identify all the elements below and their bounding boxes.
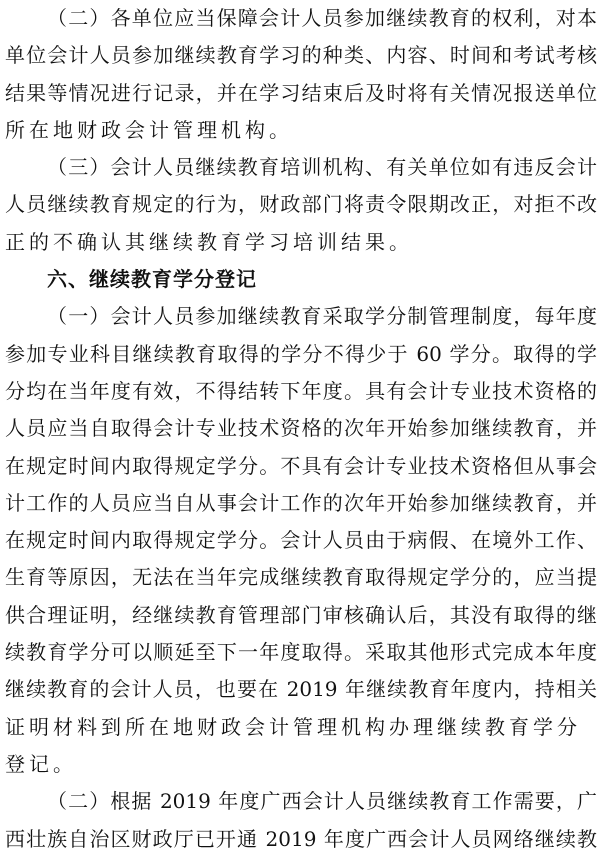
text-line: 继续教育的会计人员，也要在 2019 年继续教育年度内，持相关 xyxy=(5,677,597,702)
text-line: 在规定时间内取得规定学分。会计人员由于病假、在境外工作、 xyxy=(5,528,597,553)
paragraph-6-1 xyxy=(5,298,597,783)
text-line: 计工作的人员应当自从事会计工作的次年开始参加继续教育，并 xyxy=(5,490,597,515)
section-heading: 六、继续教育学分登记 xyxy=(47,267,257,292)
text-line: 正的不确认其继续教育学习培训结果。 xyxy=(5,229,413,254)
document-body xyxy=(5,0,597,858)
text-line: 分均在当年度有效，不得结转下年度。具有会计专业技术资格的 xyxy=(5,378,597,403)
text-line: 所在地财政会计管理机构。 xyxy=(5,117,293,142)
paragraph-6-2 xyxy=(5,783,597,858)
text-line: 证明材料到所在地财政会计管理机构办理继续教育学分登记。 xyxy=(5,714,581,776)
text-line: 续教育学分可以顺延至下一年度取得。采取其他形式完成本年度 xyxy=(5,640,597,665)
text-line: 在规定时间内取得规定学分。不具有会计专业技术资格但从事会 xyxy=(5,453,597,478)
paragraph-3 xyxy=(5,149,597,261)
text-line: 供合理证明，经继续教育管理部门审核确认后，其没有取得的继 xyxy=(5,602,597,627)
text-line: 西壮族自治区财政厅已开通 2019 年度广西会计人员网络继续教 xyxy=(5,826,597,851)
text-line: 参加专业科目继续教育取得的学分不得少于 60 学分。取得的学 xyxy=(5,341,597,366)
text-line: （三）会计人员继续教育培训机构、有关单位如有违反会计 xyxy=(47,155,597,180)
paragraph-2 xyxy=(5,0,597,149)
text-line: （二）根据 2019 年度广西会计人员继续教育工作需要，广 xyxy=(47,789,597,814)
text-line: 生育等原因，无法在当年完成继续教育取得规定学分的，应当提 xyxy=(5,565,597,590)
text-line: 结果等情况进行记录，并在学习结束后及时将有关情况报送单位 xyxy=(5,80,597,105)
text-line: （一）会计人员参加继续教育采取学分制管理制度，每年度 xyxy=(47,304,597,329)
text-line: 单位会计人员参加继续教育学习的种类、内容、时间和考试考核 xyxy=(5,43,597,68)
text-line: 人员继续教育规定的行为，财政部门将责令限期改正，对拒不改 xyxy=(5,192,597,217)
text-line: （二）各单位应当保障会计人员参加继续教育的权利，对本 xyxy=(47,6,597,30)
text-line: 人员应当自取得会计专业技术资格的次年开始参加继续教育，并 xyxy=(5,416,597,441)
